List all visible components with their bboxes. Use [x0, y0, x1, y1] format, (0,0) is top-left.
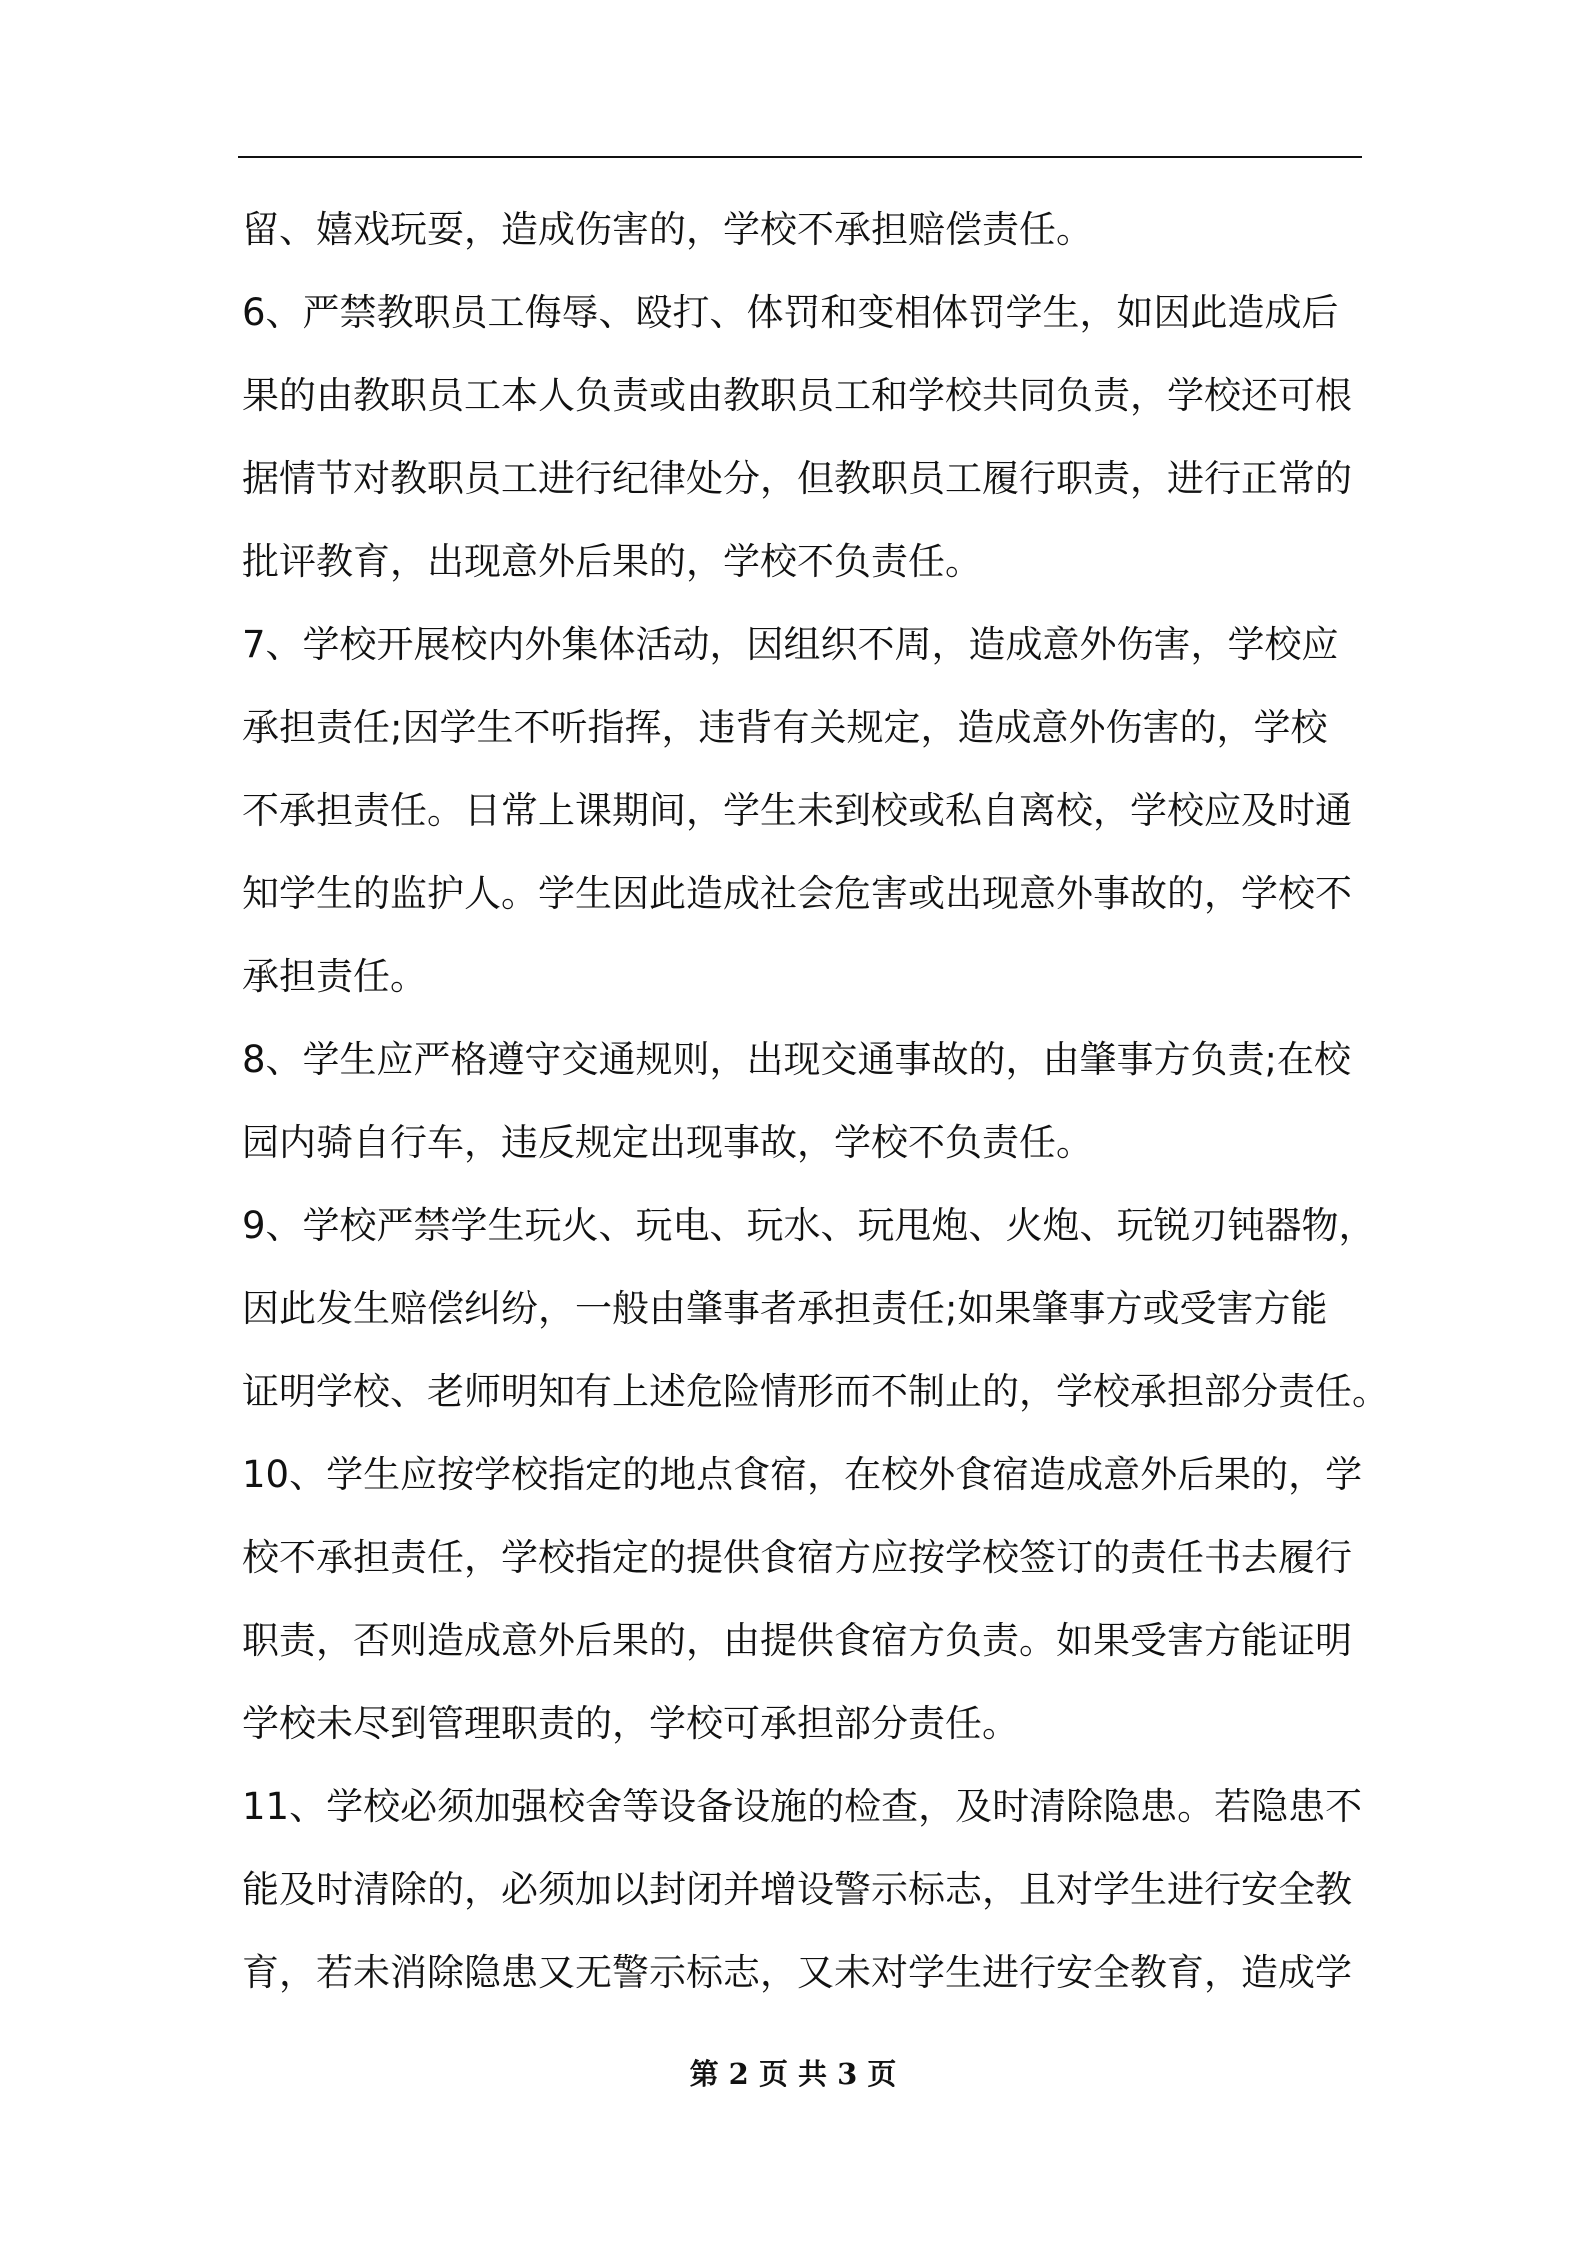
text-line: 职责，否则造成意外后果的，由提供食宿方负责。如果受害方能证明 [242, 1619, 1352, 1662]
text-line: 7、学校开展校内外集体活动，因组织不周，造成意外伤害，学校应 [242, 623, 1339, 666]
text-line: 据情节对教职员工进行纪律处分，但教职员工履行职责，进行正常的 [242, 457, 1352, 500]
text-line: 8、学生应严格遵守交通规则，出现交通事故的，由肇事方负责;在校 [242, 1038, 1352, 1081]
text-line: 承担责任;因学生不听指挥，违背有关规定，造成意外伤害的，学校 [242, 706, 1328, 749]
text-line: 育，若未消除隐患又无警示标志，又未对学生进行安全教育，造成学 [242, 1951, 1352, 1994]
text-line: 11、学校必须加强校舍等设备设施的检查，及时清除隐患。若隐患不 [242, 1785, 1363, 1828]
text-line: 9、学校严禁学生玩火、玩电、玩水、玩甩炮、火炮、玩锐刃钝器物， [242, 1204, 1376, 1247]
text-line: 能及时清除的，必须加以封闭并增设警示标志，且对学生进行安全教 [242, 1868, 1352, 1911]
text-line: 校不承担责任，学校指定的提供食宿方应按学校签订的责任书去履行 [242, 1536, 1352, 1579]
text-line: 批评教育，出现意外后果的，学校不负责任。 [242, 540, 982, 583]
body-text [242, 188, 1389, 2014]
text-line: 不承担责任。日常上课期间，学生未到校或私自离校，学校应及时通 [242, 789, 1352, 832]
text-line: 果的由教职员工本人负责或由教职员工和学校共同负责，学校还可根 [242, 374, 1352, 417]
text-line: 知学生的监护人。学生因此造成社会危害或出现意外事故的，学校不 [242, 872, 1352, 915]
text-line: 学校未尽到管理职责的，学校可承担部分责任。 [242, 1702, 1019, 1745]
text-line: 因此发生赔偿纠纷，一般由肇事者承担责任;如果肇事方或受害方能 [242, 1287, 1328, 1330]
text-line: 10、学生应按学校指定的地点食宿，在校外食宿造成意外后果的，学 [242, 1453, 1363, 1496]
text-line: 6、严禁教职员工侮辱、殴打、体罚和变相体罚学生，如因此造成后 [242, 291, 1339, 334]
page-number-footer: 第 2 页 共 3 页 [689, 2057, 897, 2091]
text-line: 承担责任。 [242, 955, 427, 998]
text-line: 证明学校、老师明知有上述危险情形而不制止的，学校承担部分责任。 [242, 1370, 1389, 1413]
header-rule [238, 156, 1362, 158]
text-line: 留、嬉戏玩耍，造成伤害的，学校不承担赔偿责任。 [242, 208, 1093, 251]
text-line: 园内骑自行车，违反规定出现事故，学校不负责任。 [242, 1121, 1093, 1164]
